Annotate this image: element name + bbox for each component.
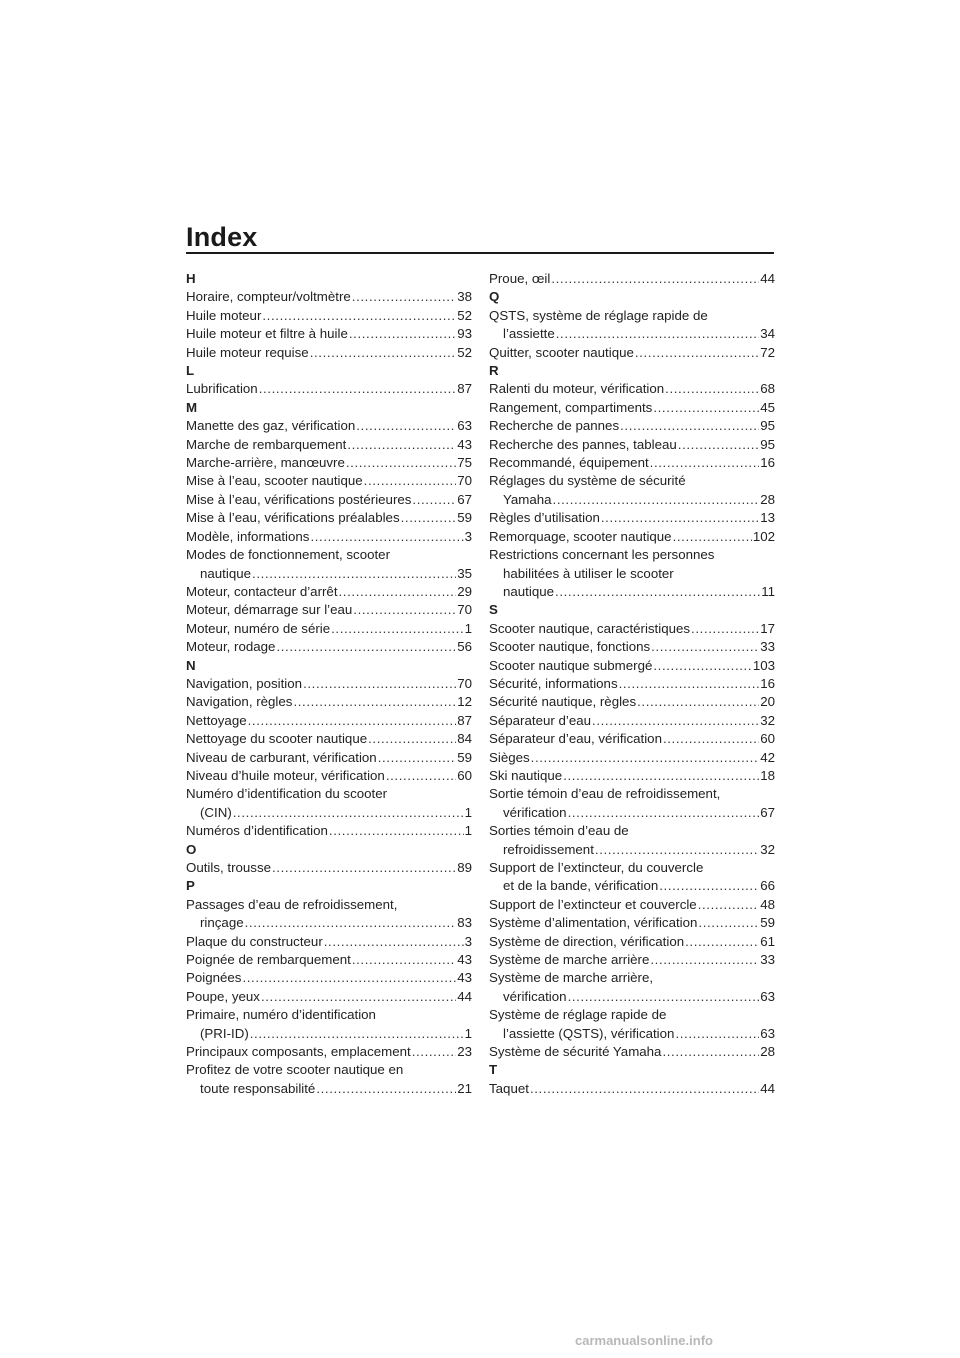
index-entry-text: Moteur, démarrage sur l’eau [186,602,353,618]
dot-leader [675,1025,759,1043]
index-page-number: 66 [760,878,775,894]
dot-leader [252,565,456,583]
index-entry [489,767,775,785]
dot-leader [653,657,751,675]
index-entry [489,657,775,675]
index-entry [186,785,472,822]
index-entry [186,528,472,546]
index-entry-text: Recherche des pannes, tableau [489,436,677,452]
index-page-number: 33 [760,639,775,655]
index-entry-text: vérification [503,804,567,820]
index-entry-text: Yamaha [503,491,552,507]
index-page-number: 60 [760,731,775,747]
index-entry-text: Modes de fonctionnement, scooter [186,547,391,563]
index-page-number: 18 [760,767,775,783]
dot-leader [563,767,759,785]
index-entry [489,638,775,656]
index-page-number: 11 [761,583,775,599]
index-page-number: 43 [457,436,472,452]
dot-leader [568,804,760,822]
index-letter-heading: S [489,602,498,618]
index-page-number: 1 [464,620,472,636]
dot-leader [412,491,456,509]
index-page-number: 38 [457,289,472,305]
index-entry [186,509,472,527]
index-entry [489,785,775,822]
index-entry [489,730,775,748]
index-entry [489,933,775,951]
index-page-number: 84 [457,731,472,747]
index-page-number: 12 [457,694,472,710]
index-entry-text: Scooter nautique, fonctions [489,639,651,655]
index-page-number: 28 [760,1044,775,1060]
index-entry [186,749,472,767]
dot-leader [659,877,759,895]
dot-leader [242,969,456,987]
index-page-number: 59 [457,749,472,765]
index-page-number: 44 [457,988,472,1004]
index-entry-text: Nettoyage [186,712,247,728]
dot-leader [378,749,457,767]
index-page-number: 44 [760,271,775,286]
dot-leader [262,307,456,325]
index-entry-text: toute responsabilité [200,1080,316,1096]
index-entry-text: rinçage [200,915,244,931]
index-entry-text: QSTS, système de réglage rapide de [489,307,708,323]
index-page-number: 72 [760,344,775,360]
index-entry-text: l’assiette [503,326,555,342]
dot-leader [364,472,457,490]
index-page-number: 59 [760,915,775,931]
index-entry [489,693,775,711]
index-entry [186,859,472,877]
index-entry [186,417,472,435]
index-entry [489,472,775,509]
index-entry-text: Sortie témoin d’eau de refroidissement, [489,786,721,802]
dot-leader [233,804,464,822]
index-entry-text: Horaire, compteur/voltmètre [186,289,351,305]
index-page-number: 1 [464,1025,472,1041]
index-entry [489,454,775,472]
dot-leader [349,325,456,343]
index-entry [489,859,775,896]
dot-leader [356,417,456,435]
index-letter-heading: N [186,657,196,673]
dot-leader [551,270,759,288]
index-letter-heading: P [186,878,195,894]
index-entry-text: Système de marche arrière, [489,970,654,986]
index-letter-heading: M [186,399,198,415]
index-entry [186,638,472,656]
index-entry-text: Sorties témoin d’eau de [489,823,629,839]
index-page-number: 89 [457,860,472,875]
dot-leader [651,638,759,656]
index-page-number: 3 [464,933,472,949]
index-entry-text: refroidissement [503,841,594,857]
index-entry-text: Scooter nautique, caractéristiques [489,620,691,636]
dot-leader [276,638,456,656]
index-entry-text: Règles d’utilisation [489,510,600,526]
dot-leader [347,436,456,454]
index-entry-text: nautique [200,565,252,581]
index-entry-text: vérification [503,988,567,1004]
index-entry [489,344,775,362]
index-entry-text: Huile moteur requise [186,344,309,360]
index-entry-text: Système de direction, vérification [489,933,685,949]
dot-leader [678,436,759,454]
index-entry [186,933,472,951]
index-entry-text: Moteur, contacteur d’arrêt [186,583,338,599]
index-page-number: 1 [464,823,472,839]
index-entry-text: Profitez de votre scooter nautique en [186,1062,404,1078]
index-entry [186,454,472,472]
index-entry-text: Poignées [186,970,242,986]
index-entry-text: Ralenti du moteur, vérification [489,381,665,397]
index-entry-text: Marche de rembarquement [186,436,347,452]
index-page-number: 44 [760,1080,775,1096]
index-entry-text: Sécurité nautique, règles [489,694,637,710]
dot-leader [531,749,760,767]
index-page-number: 61 [760,933,775,949]
index-entry-text: habilitées à utiliser le scooter [503,565,674,581]
index-entry [186,988,472,1006]
index-entry [489,896,775,914]
dot-leader [698,914,759,932]
index-entry [489,951,775,969]
index-page-number: 20 [760,694,775,710]
index-page-number: 102 [752,528,775,544]
index-page-number: 13 [760,510,775,526]
dot-leader [339,583,457,601]
index-entry [489,509,775,527]
index-page-number: 23 [457,1044,472,1060]
dot-leader [665,380,759,398]
dot-leader [352,951,456,969]
index-page-number: 42 [760,749,775,765]
dot-leader [530,1080,759,1098]
dot-leader [245,914,457,932]
index-entry-text: Modèle, informations [186,528,310,544]
index-entry [489,380,775,398]
dot-leader [331,620,463,638]
index-entry-text: Remorquage, scooter nautique [489,528,672,544]
index-entry-text: Rangement, compartiments [489,399,653,415]
index-entry [186,693,472,711]
index-entry [186,307,472,325]
index-entry-text: Primaire, numéro d’identification [186,1007,376,1023]
dot-leader [601,509,759,527]
index-entry-text: Système de réglage rapide de [489,1007,667,1023]
dot-leader [368,730,456,748]
index-entry [489,749,775,767]
index-entry [489,270,775,288]
index-page-number: 32 [760,841,775,857]
index-entry [186,951,472,969]
index-entry-text: (PRI-ID) [200,1025,249,1041]
index-entry [489,620,775,638]
dot-leader [401,509,457,527]
index-page-number: 28 [760,491,775,507]
index-page-number: 68 [760,381,775,397]
index-entry-text: Système de marche arrière [489,952,650,968]
index-page-number: 63 [760,1025,775,1041]
dot-leader [259,380,457,398]
index-entry [489,399,775,417]
index-entry-text: Recommandé, équipement [489,455,649,471]
index-entry [186,546,472,583]
index-entry-text: et de la bande, vérification [503,878,659,894]
index-column-left [186,270,472,1098]
index-entry-text: Mise à l’eau, scooter nautique [186,473,363,489]
dot-leader [568,988,760,1006]
dot-leader [673,528,752,546]
dot-leader [303,675,456,693]
index-entry-text: Restrictions concernant les personnes [489,547,715,563]
dot-leader [248,712,457,730]
index-entry-text: nautique [503,583,555,599]
dot-leader [324,933,464,951]
dot-leader [619,675,760,693]
index-page-number: 70 [457,675,472,691]
index-entry-text: Navigation, position [186,675,303,691]
index-entry [186,380,472,398]
watermark: carmanualsonline.info [575,1333,713,1348]
index-page-number: 95 [760,436,775,452]
index-entry-text: Quitter, scooter nautique [489,344,634,360]
index-entry-text: Navigation, règles [186,694,293,710]
index-entry-text: Taquet [489,1080,529,1096]
index-entry-text: Lubrification [186,381,258,397]
index-entry-text: Poupe, yeux [186,988,260,1004]
index-entry-text: Moteur, numéro de série [186,620,331,636]
index-entry-text: Système d’alimentation, vérification [489,915,698,931]
dot-leader [685,933,759,951]
index-page-number: 3 [464,528,472,544]
index-page-number: 95 [760,418,775,434]
index-entry-text: Mise à l’eau, vérifications préalables [186,510,400,526]
dot-leader [353,601,456,619]
index-page-number: 87 [457,712,472,728]
index-entry [489,307,775,344]
index-entry [489,436,775,454]
dot-leader [691,620,759,638]
dot-leader [386,767,456,785]
index-entry [186,436,472,454]
dot-leader [329,822,464,840]
dot-leader [272,859,456,877]
dot-leader [620,417,759,435]
dot-leader [592,712,759,730]
dot-leader [650,951,759,969]
index-entry [489,528,775,546]
index-page-number: 67 [760,804,775,820]
index-entry [489,1043,775,1061]
dot-leader [653,399,759,417]
index-entry-text: Ski nautique [489,767,563,783]
dot-leader [650,454,760,472]
dot-leader [556,325,759,343]
index-entry [186,601,472,619]
index-entry-text: Sièges [489,749,530,765]
index-page-number: 59 [457,510,472,526]
index-page-number: 16 [760,455,775,471]
page-title: Index [186,222,258,252]
index-entry [489,417,775,435]
index-entry-text: Support de l’extincteur, du couvercle [489,860,704,875]
index-entry-text: Proue, œil [489,271,551,286]
index-letter-heading: O [186,841,197,857]
index-entry-text: Numéro d’identification du scooter [186,786,388,802]
index-page-number: 103 [752,657,775,673]
index-entry-text: Huile moteur [186,307,262,323]
index-page-number: 52 [457,344,472,360]
dot-leader [310,344,457,362]
index-page-number: 1 [464,804,472,820]
index-entry-text: Outils, trousse [186,860,271,875]
index-letter-heading: H [186,271,196,286]
index-entry [186,491,472,509]
index-letter-heading: T [489,1062,498,1078]
index-page-number: 67 [457,491,472,507]
index-entry [489,1006,775,1043]
index-entry-text: Mise à l’eau, vérifications postérieures [186,491,412,507]
index-page-number: 70 [457,473,472,489]
dot-leader [553,491,760,509]
index-page-number: 29 [457,583,472,599]
index-entry-text: Moteur, rodage [186,639,276,655]
index-entry-text: Manette des gaz, vérification [186,418,356,434]
dot-leader [316,1080,456,1098]
index-page-number: 70 [457,602,472,618]
index-entry [186,969,472,987]
dot-leader [352,288,456,306]
index-entry [489,675,775,693]
index-entry [489,914,775,932]
dot-leader [635,344,759,362]
index-entry [186,822,472,840]
index-page-number: 83 [457,915,472,931]
index-entry [186,1006,472,1043]
index-page-number: 63 [457,418,472,434]
index-page-number: 32 [760,712,775,728]
dot-leader [637,693,759,711]
index-entry-text: Passages d’eau de refroidissement, [186,896,398,912]
dot-leader [663,730,759,748]
index-entry-text: Nettoyage du scooter nautique [186,731,368,747]
title-divider [186,252,774,254]
index-page-number: 34 [760,326,775,342]
index-entry [186,675,472,693]
index-entry [186,472,472,490]
index-entry [489,969,775,1006]
index-entry-text: Support de l’extincteur et couvercle [489,896,697,912]
index-column-right [489,270,775,1098]
index-entry-text: Scooter nautique submergé [489,657,653,673]
dot-leader [346,454,456,472]
dot-leader [250,1025,464,1043]
dot-leader [555,583,760,601]
index-page-number: 43 [457,952,472,968]
index-entry-text: Séparateur d’eau, vérification [489,731,662,747]
index-entry [489,712,775,730]
index-entry-text: Plaque du constructeur [186,933,323,949]
index-page-number: 43 [457,970,472,986]
index-page-number: 17 [760,620,775,636]
index-letter-heading: L [186,363,195,379]
index-entry-text: Niveau de carburant, vérification [186,749,377,765]
index-entry-text: Principaux composants, emplacement [186,1044,411,1060]
index-page-number: 35 [457,565,472,581]
index-entry-text: Réglages du système de sécurité [489,473,686,489]
index-entry [186,1061,472,1098]
dot-leader [310,528,463,546]
index-entry-text: l’assiette (QSTS), vérification [503,1025,675,1041]
index-page-number: 63 [760,988,775,1004]
index-entry [489,1080,775,1098]
index-entry [186,730,472,748]
index-entry [186,583,472,601]
index-page-number: 60 [457,767,472,783]
index-letter-heading: Q [489,289,500,305]
index-entry-text: (CIN) [200,804,232,820]
index-entry-text: Huile moteur et filtre à huile [186,326,348,342]
dot-leader [698,896,760,914]
index-entry-text: Sécurité, informations [489,675,618,691]
index-page-number: 93 [457,326,472,342]
index-page-number: 56 [457,639,472,655]
index-page-number: 87 [457,381,472,397]
index-entry [489,546,775,601]
index-entry-text: Poignée de rembarquement [186,952,351,968]
index-entry-text: Recherche de pannes [489,418,620,434]
index-letter-heading: R [489,363,499,379]
index-entry [186,712,472,730]
index-entry [186,344,472,362]
index-entry [186,767,472,785]
index-page-number: 16 [760,675,775,691]
index-entry-text: Système de sécurité Yamaha [489,1044,662,1060]
dot-leader [293,693,456,711]
index-page-number: 33 [760,952,775,968]
dot-leader [412,1043,457,1061]
index-entry-text: Marche-arrière, manœuvre [186,455,345,471]
index-entry [489,822,775,859]
index-page-number: 48 [760,896,775,912]
dot-leader [595,841,759,859]
index-entry-text: Séparateur d’eau [489,712,592,728]
index-page-number: 21 [457,1080,472,1096]
index-entry-text: Numéros d’identification [186,823,328,839]
index-page-number: 52 [457,307,472,323]
index-entry [186,325,472,343]
dot-leader [662,1043,759,1061]
index-page-number: 45 [760,399,775,415]
index-entry [186,620,472,638]
index-entry [186,1043,472,1061]
index-entry [186,288,472,306]
index-page-number: 75 [457,455,472,471]
dot-leader [261,988,456,1006]
index-entry-text: Niveau d’huile moteur, vérification [186,767,385,783]
index-entry [186,896,472,933]
